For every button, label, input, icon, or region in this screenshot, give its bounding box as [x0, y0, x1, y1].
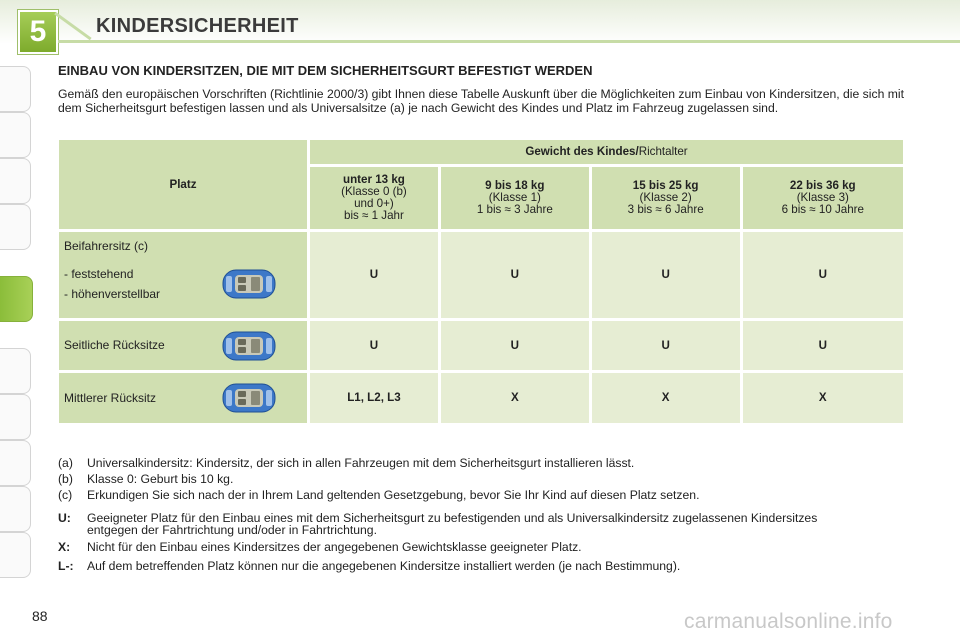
- row-label-cell: [59, 321, 307, 370]
- chapter-tabs: [0, 66, 34, 576]
- table-cell: U: [310, 321, 438, 370]
- section-heading: EINBAU VON KINDERSITZEN, DIE MIT DEM SICHERHEITSGURT BEFESTIGT WERDEN: [58, 63, 593, 78]
- column-line: (Klasse 0 (b): [341, 185, 407, 198]
- footnote-text: Erkundigen Sie sich nach der in Ihrem Land geltenden Gesetzgebung, bevor Sie Ihr Kind auf diesen Platz setzen.: [87, 488, 700, 502]
- car-top-view-icon: [221, 328, 277, 364]
- footnote-key: (c): [58, 488, 73, 502]
- header-divider: [58, 40, 960, 43]
- row-label-cell: [59, 373, 307, 423]
- footnote: [58, 471, 918, 487]
- table-cell: U: [310, 232, 438, 318]
- intro-paragraph: Gemäß den europäischen Vorschriften (Richtlinie 2000/3) gibt Ihnen diese Tabelle Auskunft über die Möglichkeiten zum Einbau von Kindersitzen, die sich mit dem Sicherheitsgurt befestigen lassen und als Universalsitze (a) je nach Gewicht des Kindes und Platz im Fahrzeug zugelassen sind.: [58, 87, 904, 115]
- watermark: carmanualsonline.info: [684, 610, 893, 633]
- legend-key: X:: [58, 540, 71, 554]
- table-cell: X: [743, 373, 903, 423]
- column-weight: 15 bis 25 kg: [632, 179, 699, 192]
- column-line: und 0+): [354, 197, 394, 210]
- chapter-tab[interactable]: [0, 394, 31, 440]
- footnote-text: Universalkindersitz: Kindersitz, der sich in allen Fahrzeugen mit dem Sicherheitsgurt installieren lässt.: [87, 456, 635, 470]
- column-line: bis ≈ 1 Jahr: [344, 209, 404, 222]
- column-line: (Klasse 2): [639, 191, 692, 204]
- column-header: [592, 167, 740, 229]
- column-header: [310, 167, 438, 229]
- legend-item: [58, 539, 918, 555]
- car-top-view-icon: [221, 266, 277, 302]
- footnotes: [58, 455, 918, 574]
- table-cell: X: [592, 373, 740, 423]
- table-cell: U: [743, 232, 903, 318]
- column-weight: 9 bis 18 kg: [485, 179, 545, 192]
- chapter-tab[interactable]: [0, 158, 31, 204]
- row-label-cell: [59, 232, 307, 318]
- chapter-title: KINDERSICHERHEIT: [96, 15, 299, 37]
- weight-header: [310, 140, 903, 164]
- chapter-tab[interactable]: [0, 486, 31, 532]
- column-line: 1 bis ≈ 3 Jahre: [476, 203, 553, 216]
- chapter-tab[interactable]: [0, 66, 31, 112]
- chapter-tab[interactable]: [0, 440, 31, 486]
- row-sublabel: - feststehend: [64, 267, 134, 281]
- legend-key: L-:: [58, 559, 74, 573]
- table-cell: X: [441, 373, 589, 423]
- row-sublabel: - höhenverstellbar: [64, 287, 161, 301]
- footnote-text: Klasse 0: Geburt bis 10 kg.: [87, 472, 234, 486]
- column-line: 6 bis ≈ 10 Jahre: [781, 203, 864, 216]
- column-line: 3 bis ≈ 6 Jahre: [627, 203, 704, 216]
- table-cell: U: [592, 232, 740, 318]
- chapter-tab[interactable]: [0, 112, 31, 158]
- footnote-key: (b): [58, 472, 73, 486]
- table-row: [59, 232, 903, 318]
- footnote-key: (a): [58, 456, 73, 470]
- column-header: [441, 167, 589, 229]
- child-seat-table: [56, 137, 906, 426]
- legend-text: Geeigneter Platz für den Einbau eines mit dem Sicherheitsgurt zu befestigenden und als Universalkindersitz zugelassenen Kindersitzes entgegen der Fahrtrichtung und/oder in Fahrtrichtung.: [87, 511, 818, 537]
- row-label: Seitliche Rücksitze: [64, 338, 165, 352]
- table-row: [59, 373, 903, 423]
- table-cell: L1, L2, L3: [310, 373, 438, 423]
- legend-key: U:: [58, 511, 71, 525]
- platz-header: Platz: [59, 140, 307, 229]
- legend-text: Nicht für den Einbau eines Kindersitzes der angegebenen Gewichtsklasse geeigneter Platz.: [87, 540, 582, 554]
- car-top-view-icon: [221, 380, 277, 416]
- chapter-tab[interactable]: [0, 204, 31, 250]
- footnote: [58, 487, 918, 503]
- legend-item: [58, 510, 918, 536]
- column-line: (Klasse 3): [796, 191, 849, 204]
- column-header: [743, 167, 903, 229]
- legend-text: Auf dem betreffenden Platz können nur die angegebenen Kindersitze installiert werden (je nach Bestimmung).: [87, 559, 681, 573]
- legend-item: [58, 558, 918, 574]
- footnote: [58, 455, 918, 471]
- row-label: Mittlerer Rücksitz: [64, 390, 157, 405]
- weight-header-normal: Richtalter: [638, 145, 688, 158]
- table-cell: U: [441, 232, 589, 318]
- chapter-tab[interactable]: [0, 532, 31, 578]
- chapter-tab-active[interactable]: [0, 276, 33, 322]
- column-weight: unter 13 kg: [343, 173, 405, 186]
- table-cell: U: [441, 321, 589, 370]
- row-label: Beifahrersitz (c): [64, 239, 149, 253]
- table-cell: U: [592, 321, 740, 370]
- column-line: (Klasse 1): [488, 191, 541, 204]
- table-row: [59, 321, 903, 370]
- table-cell: U: [743, 321, 903, 370]
- column-weight: 22 bis 36 kg: [789, 179, 856, 192]
- page-number: 88: [32, 608, 48, 624]
- chapter-tab[interactable]: [0, 348, 31, 394]
- chapter-number-badge: 5: [18, 10, 58, 54]
- weight-header-bold: Gewicht des Kindes/: [525, 145, 639, 158]
